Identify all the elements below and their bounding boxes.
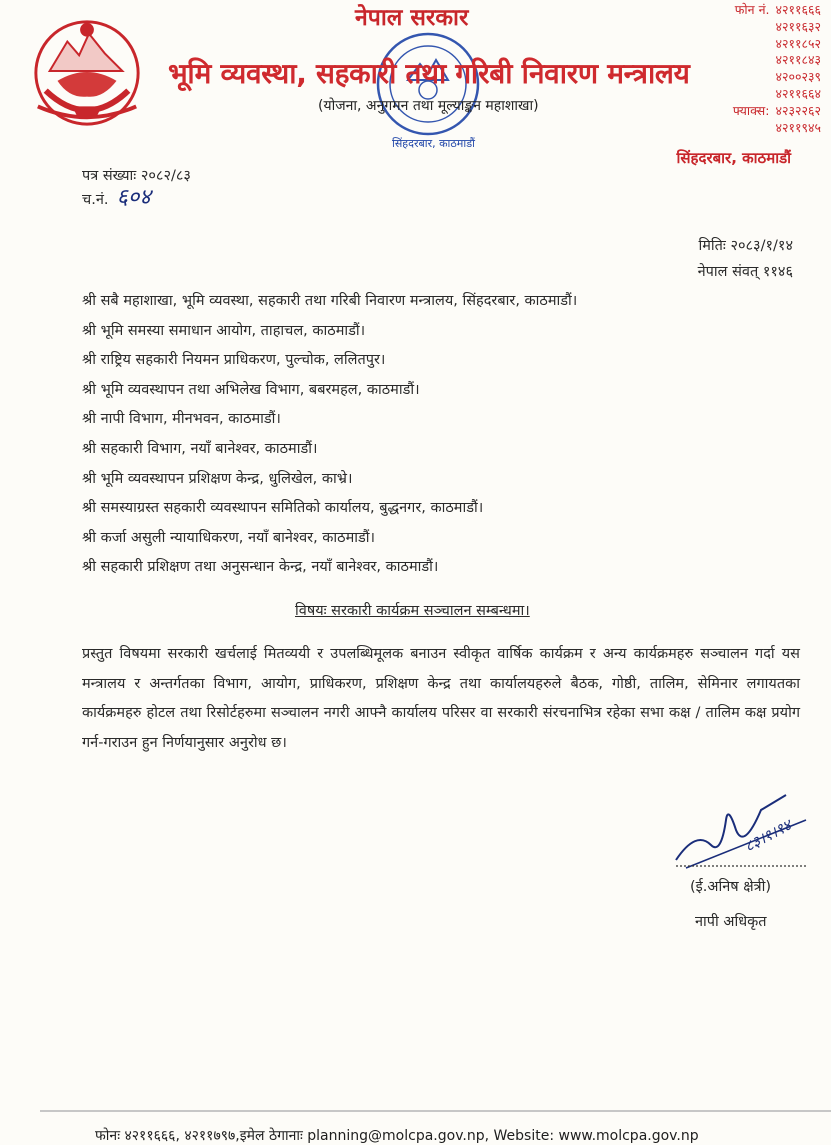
fax-number: ४२११९४५ bbox=[775, 119, 821, 135]
recipient: श्री सबै महाशाखा, भूमि व्यवस्था, सहकारी तथा गरिबी निवारण मन्त्रालय, सिंहदरबार, काठमाडौं। bbox=[82, 293, 578, 309]
signer-designation: नापी अधिकृत bbox=[695, 914, 767, 930]
division-title: (योजना, अनुगमन तथा मूल्याङ्कन महाशाखा) bbox=[318, 98, 539, 114]
letter-date: मितिः २०८३/१/१४ bbox=[698, 238, 793, 254]
recipient: श्री भूमि व्यवस्थापन प्रशिक्षण केन्द्र, धुलिखेल, काभ्रे। bbox=[82, 470, 353, 487]
signer-name: (ई.अनिष क्षेत्री) bbox=[690, 879, 772, 895]
handwritten-signature-icon bbox=[666, 790, 816, 885]
ministry-title: भूमि व्यवस्था, सहकारी तथा गरिबी निवारण मन्त्रालय bbox=[168, 57, 690, 90]
phone-number: ४२११८४३ bbox=[775, 52, 821, 68]
recipient: श्री राष्ट्रिय सहकारी नियमन प्राधिकरण, पुल्चोक, ललितपुर। bbox=[82, 352, 386, 369]
footer-divider bbox=[40, 1110, 831, 1112]
dispatch-row bbox=[82, 187, 191, 211]
subject-line: विषयः सरकारी कार्यक्रम सञ्चालन सम्बन्धमा। bbox=[295, 603, 530, 619]
reference-block bbox=[82, 165, 191, 211]
phone-number: ४२११६६४ bbox=[775, 85, 821, 101]
letter-body: प्रस्तुत विषयमा सरकारी खर्चलाई मितव्ययी र उपलब्धिमूलक बनाउन स्वीकृत वार्षिक कार्यक्रम र अन्य कार्यक्रमहरु सञ्चालन गर्दा यस मन्त्रालय र अन्तर्गतका विभाग, आयोग, प्राधिकरण, प्रशिक्षण केन्द्र तथा कार्यालयहरुले बैठक, गोष्ठी, तालिम, सेमिनार लगायतका कार्यक्रमहरु होटल तथा रिसोर्टहरुमा सञ्चालन नगरी आफ्नै कार्यालय परिसर वा सरकारी संरचनाभित्र रहेका सभा कक्ष / तालिम कक्ष प्रयोग गर्न-गराउन हुन निर्णयानुसार अनुरोध छ। bbox=[82, 646, 800, 751]
signature-date: ८३।१।१४ bbox=[741, 815, 795, 856]
recipient-list bbox=[82, 287, 577, 583]
nepal-emblem-icon bbox=[28, 12, 146, 130]
letter-number: पत्र संख्याः २०८२/८३ bbox=[82, 168, 191, 184]
footer-phone-label: फोनः bbox=[95, 1128, 121, 1144]
phone-number: ४२११६६६ bbox=[775, 2, 821, 17]
recipient: श्री नापी विभाग, मीनभवन, काठमाडौं। bbox=[82, 411, 281, 428]
dispatch-label: च.नं. bbox=[82, 192, 109, 208]
nepal-sambat: नेपाल संवत् ११४६ bbox=[697, 264, 793, 280]
phone-row-1 bbox=[733, 2, 821, 19]
government-title: नेपाल सरकार bbox=[355, 5, 469, 31]
recipient: श्री कर्जा असुली न्यायाधिकरण, नयाँ बानेश्वर, काठमाडौं। bbox=[82, 529, 376, 546]
phone-number: ४२११८५२ bbox=[775, 35, 821, 51]
footer-website-label: Website: bbox=[493, 1128, 555, 1144]
phone-number: ४२११६३२ bbox=[775, 18, 821, 34]
fax-row-1 bbox=[733, 103, 821, 120]
phone-number: ४२००२३९ bbox=[775, 69, 821, 85]
stamp-address: सिंहदरबार, काठमाडौं bbox=[392, 137, 475, 150]
footer-phones: ४२११६६६, ४२११७९७, bbox=[124, 1128, 240, 1144]
fax-label: फ्याक्स: bbox=[732, 102, 770, 118]
dispatch-number: ६०४ bbox=[116, 185, 151, 210]
fax-number: ४२३२२६२ bbox=[775, 102, 821, 118]
recipient: श्री भूमि समस्या समाधान आयोग, ताहाचल, काठमाडौं। bbox=[82, 322, 366, 339]
footer-website[interactable]: www.molcpa.gov.np bbox=[558, 1128, 699, 1144]
signer-block bbox=[690, 876, 772, 930]
footer-email-label: इमेल ठेगानाः bbox=[239, 1128, 303, 1144]
footer-email[interactable]: planning@molcpa.gov.np, bbox=[307, 1128, 490, 1144]
recipient: श्री सहकारी विभाग, नयाँ बानेश्वर, काठमाडौं। bbox=[82, 440, 318, 457]
recipient: श्री सहकारी प्रशिक्षण तथा अनुसन्धान केन्द्र, नयाँ बानेश्वर, काठमाडौं। bbox=[82, 559, 439, 576]
phone-label: फोन नं. bbox=[734, 2, 770, 17]
date-block bbox=[698, 233, 793, 285]
recipient: श्री भूमि व्यवस्थापन तथा अभिलेख विभाग, बबरमहल, काठमाडौं। bbox=[82, 381, 420, 398]
footer bbox=[95, 1126, 699, 1145]
contact-numbers bbox=[733, 2, 821, 136]
recipient: श्री समस्याग्रस्त सहकारी व्यवस्थापन समितिको कार्यालय, बुद्धनगर, काठमाडौं। bbox=[82, 500, 484, 517]
ministry-address: सिंहदरबार, काठमाडौं bbox=[676, 149, 791, 167]
